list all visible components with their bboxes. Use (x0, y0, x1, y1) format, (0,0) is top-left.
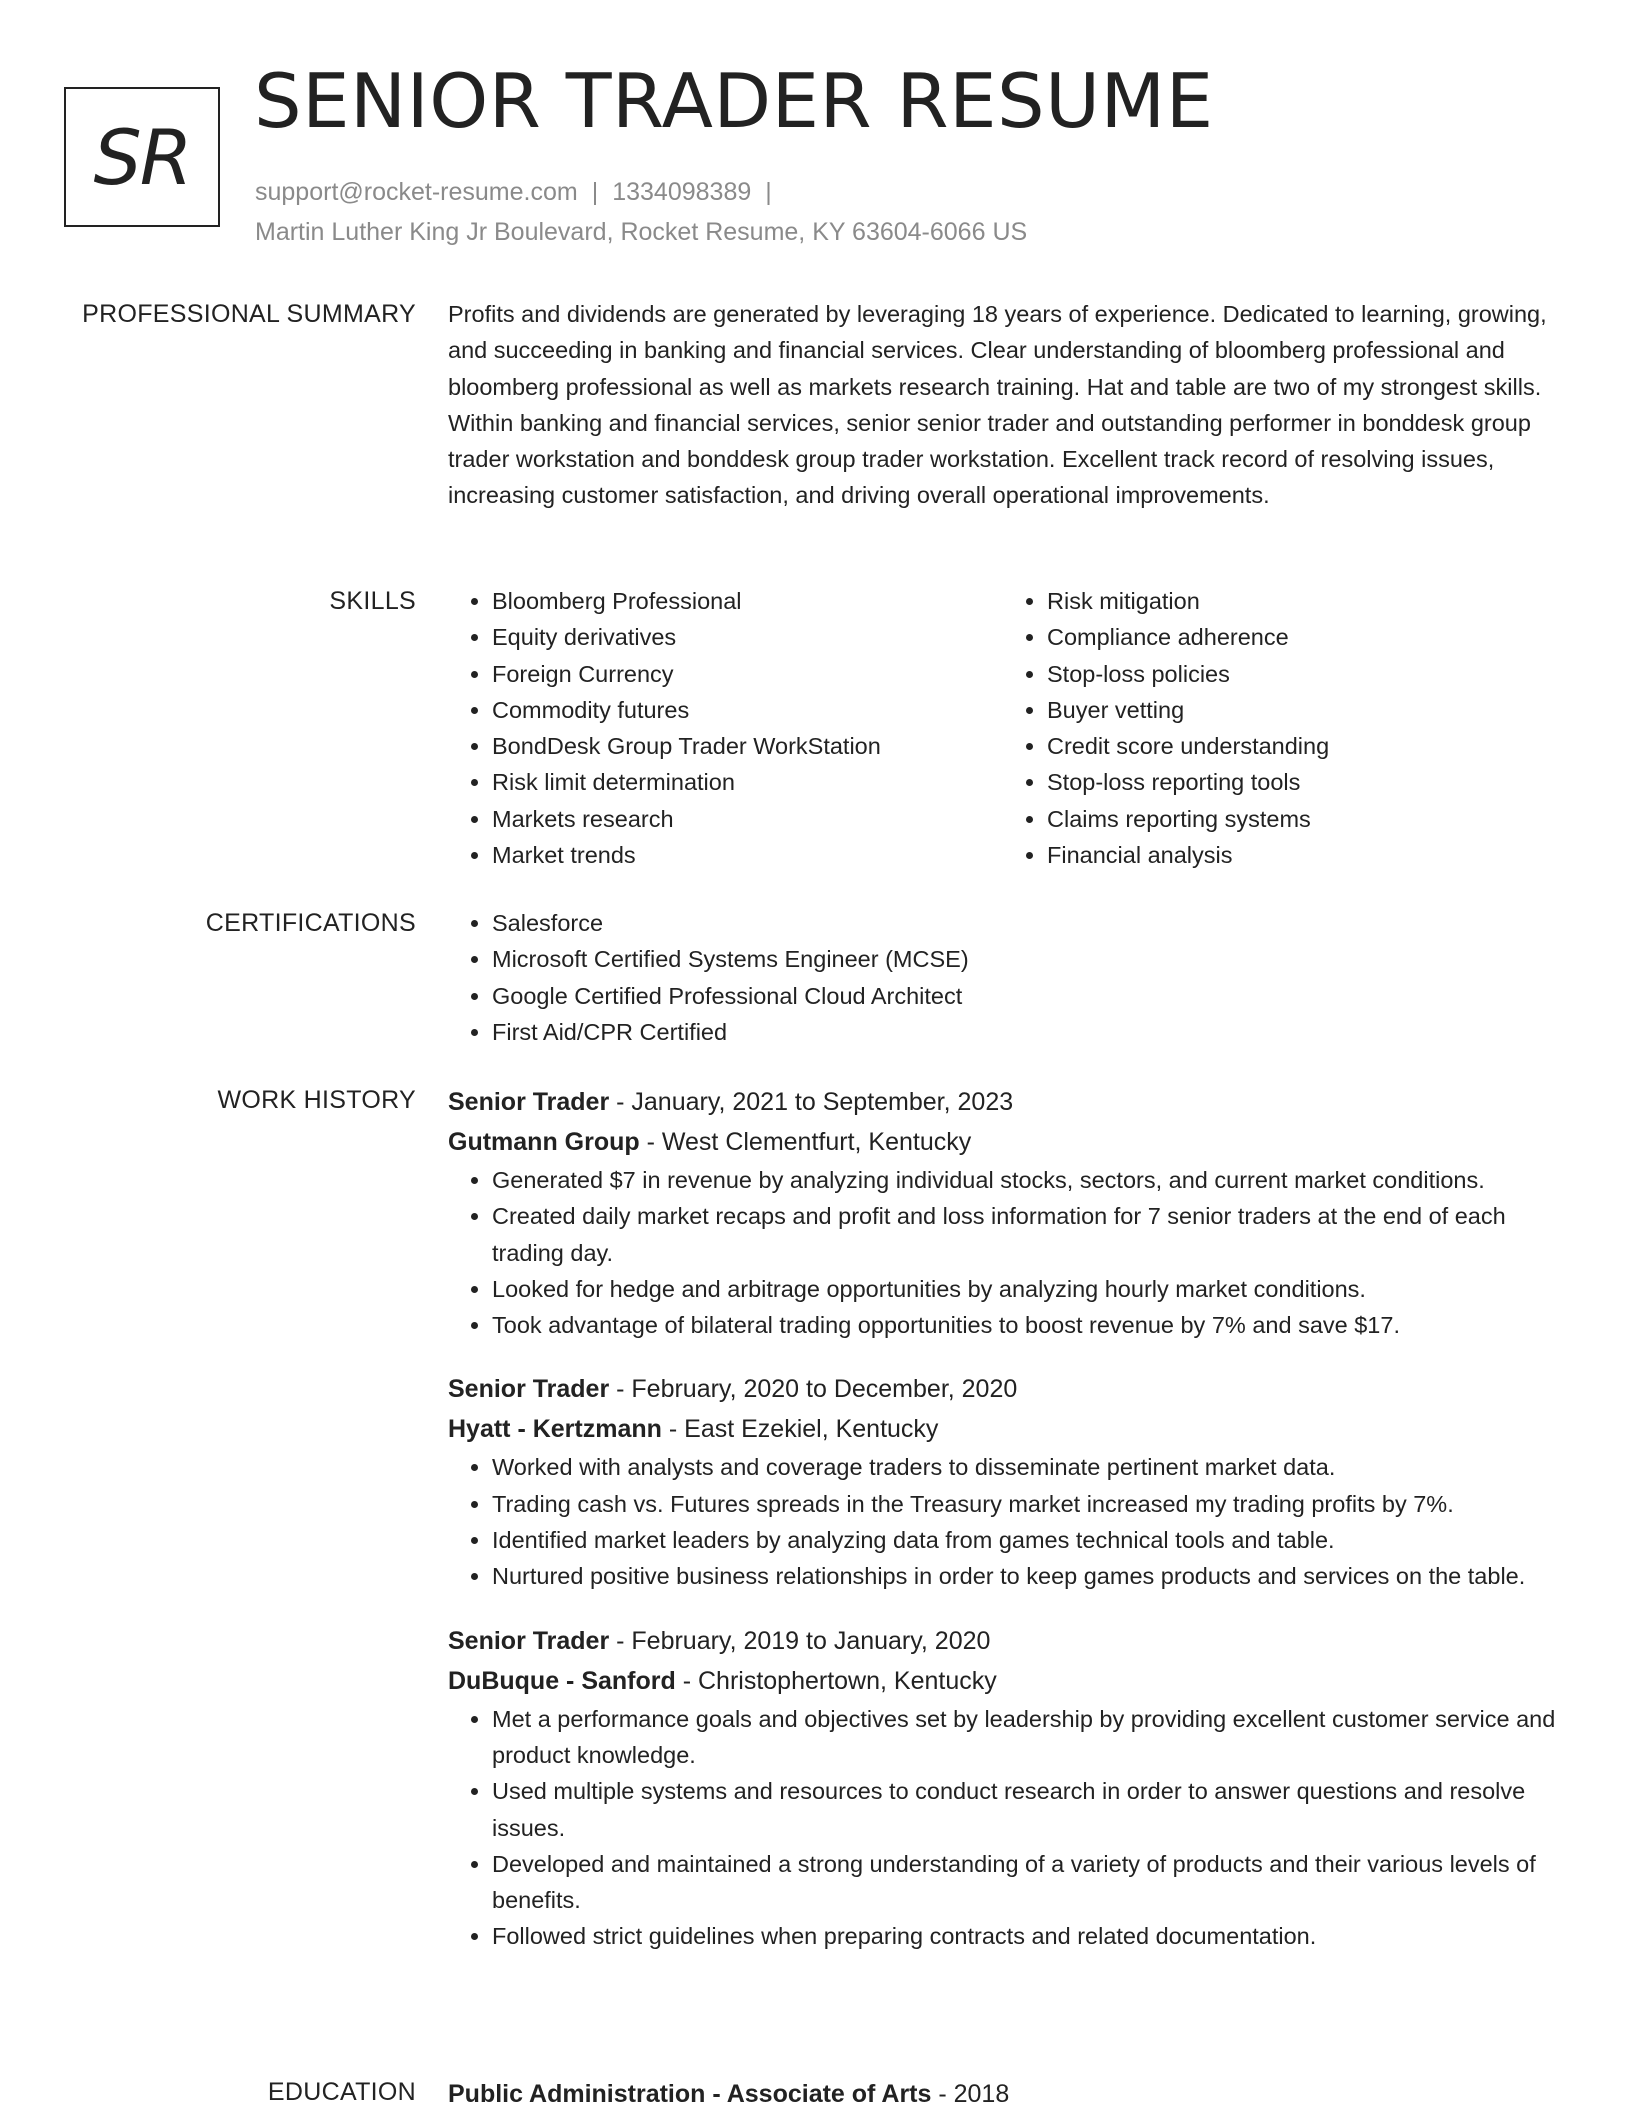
job-title: Senior Trader (448, 1375, 610, 1404)
job-company: Gutmann Group (448, 1128, 640, 1156)
job-entry (448, 1621, 1558, 1955)
certifications-list (448, 905, 1558, 1050)
job-dates: - February, 2020 to December, 2020 (609, 1375, 1018, 1404)
resume-title: SENIOR TRADER RESUME (254, 57, 1214, 145)
job-bullet: • Looked for hedge and arbitrage opportunities by analyzing hourly market conditions. (492, 1271, 1558, 1307)
contact-separator: | (591, 178, 599, 206)
certifications-body (448, 905, 1558, 1050)
job-bullet: • Met a performance goals and objectives set by leadership by providing excellent customer service and product knowledge. (492, 1701, 1558, 1774)
section-label-skills: SKILLS (329, 587, 416, 615)
job-bullet-list (448, 1449, 1558, 1594)
skill-item: • Markets research (492, 801, 1003, 837)
section-label-work-history: WORK HISTORY (217, 1086, 416, 1114)
certification-item: • First Aid/CPR Certified (492, 1014, 1558, 1050)
skills-columns (448, 583, 1558, 873)
job-title-line (448, 1082, 1558, 1122)
certification-item: • Microsoft Certified Systems Engineer (MCSE) (492, 941, 1558, 977)
education-degree: Public Administration - Associate of Arts (448, 2080, 932, 2108)
contact-line-1 (255, 172, 1027, 212)
job-bullet-list (448, 1162, 1558, 1343)
skill-item: • Bloomberg Professional (492, 583, 1003, 619)
job-company-line (448, 1122, 1558, 1162)
job-location: - West Clementfurt, Kentucky (639, 1128, 972, 1156)
certification-item: • Salesforce (492, 905, 1558, 941)
work-history-body (448, 1082, 1558, 1981)
skills-list-right (1003, 583, 1558, 873)
job-entry (448, 1082, 1558, 1343)
education-body (448, 2074, 1558, 2114)
skill-item: • Compliance adherence (1047, 619, 1558, 655)
job-bullet: • Used multiple systems and resources to conduct research in order to answer questions and resolve issues. (492, 1773, 1558, 1846)
skill-item: • Risk mitigation (1047, 583, 1558, 619)
job-company: DuBuque - Sanford (448, 1666, 676, 1695)
skill-item: • Foreign Currency (492, 656, 1003, 692)
job-title: Senior Trader (448, 1088, 610, 1116)
job-dates: - February, 2019 to January, 2020 (609, 1626, 991, 1655)
job-bullet-list (448, 1701, 1558, 1955)
skill-item: • Equity derivatives (492, 619, 1003, 655)
skill-item: • BondDesk Group Trader WorkStation (492, 728, 1003, 764)
job-entry (448, 1369, 1558, 1594)
skill-item: • Claims reporting systems (1047, 801, 1558, 837)
job-bullet: • Followed strict guidelines when preparing contracts and related documentation. (492, 1918, 1558, 1954)
skill-item: • Buyer vetting (1047, 692, 1558, 728)
skill-item: • Stop-loss policies (1047, 656, 1558, 692)
job-bullet: • Identified market leaders by analyzing data from games technical tools and table. (492, 1522, 1558, 1558)
skill-item: • Commodity futures (492, 692, 1003, 728)
job-company-line (448, 1409, 1558, 1449)
skills-body (448, 583, 1558, 873)
education-line (448, 2074, 1558, 2114)
skill-item: • Financial analysis (1047, 837, 1558, 873)
job-bullet: • Worked with analysts and coverage traders to disseminate pertinent market data. (492, 1449, 1558, 1485)
contact-separator: | (765, 178, 772, 206)
job-bullet: • Generated $7 in revenue by analyzing individual stocks, sectors, and current market conditions. (492, 1162, 1558, 1198)
summary-text: Profits and dividends are generated by leveraging 18 years of experience. Dedicated to learning, growing, and succeeding in banking and financial services. Clear understanding of bloomberg professional and bloomberg professional as well as markets research training. Hat and table are two of my strongest skills. Within banking and financial services, senior senior trader and outstanding performer in bonddesk group trader workstation and bonddesk group trader workstation. Excellent track record of resolving issues, increasing customer satisfaction, and driving overall operational improvements. (448, 301, 1547, 509)
section-label-summary: PROFESSIONAL SUMMARY (82, 300, 416, 328)
section-label-certifications: CERTIFICATIONS (205, 909, 416, 937)
contact-phone[interactable]: 1334098389 (612, 178, 752, 206)
job-bullet: • Trading cash vs. Futures spreads in the Treasury market increased my trading profits by 7%. (492, 1486, 1558, 1522)
contact-address: Martin Luther King Jr Boulevard, Rocket Resume, KY 63604-6066 US (255, 218, 1028, 246)
education-year: - 2018 (931, 2080, 1010, 2108)
job-bullet: • Nurtured positive business relationships in order to keep games products and services on the table. (492, 1558, 1558, 1594)
skill-item: • Credit score understanding (1047, 728, 1558, 764)
job-bullet: • Developed and maintained a strong understanding of a variety of products and their various levels of benefits. (492, 1846, 1558, 1919)
job-location: - East Ezekiel, Kentucky (661, 1415, 939, 1444)
job-company: Hyatt - Kertzmann (448, 1415, 662, 1444)
contact-email[interactable]: support@rocket-resume.com (255, 178, 578, 206)
monogram-logo: SR (64, 87, 220, 227)
summary-body (448, 296, 1558, 514)
job-dates: - January, 2021 to September, 2023 (609, 1088, 1014, 1116)
job-title-line (448, 1369, 1558, 1409)
skills-list-left (448, 583, 1003, 873)
skill-item: • Stop-loss reporting tools (1047, 764, 1558, 800)
job-title-line (448, 1621, 1558, 1661)
job-location: - Christophertown, Kentucky (675, 1666, 997, 1695)
section-label-education: EDUCATION (267, 2078, 416, 2106)
job-bullet: • Created daily market recaps and profit and loss information for 7 senior traders at the end of each trading day. (492, 1198, 1558, 1271)
contact-block (255, 172, 1027, 252)
skill-item: • Market trends (492, 837, 1003, 873)
certification-item: • Google Certified Professional Cloud Architect (492, 978, 1558, 1014)
job-title: Senior Trader (448, 1626, 610, 1655)
job-company-line (448, 1661, 1558, 1701)
job-bullet: • Took advantage of bilateral trading opportunities to boost revenue by 7% and save $17. (492, 1307, 1558, 1343)
skill-item: • Risk limit determination (492, 764, 1003, 800)
